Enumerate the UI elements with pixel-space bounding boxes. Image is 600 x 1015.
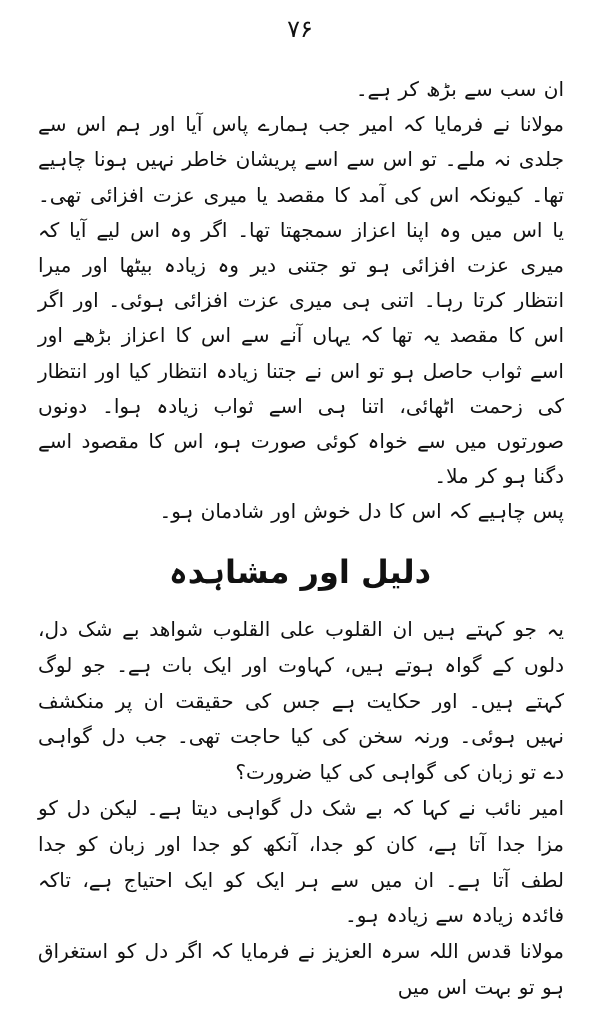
text-section-2 [38,612,564,1006]
paragraph-5: امیر نائب نے کہا کہ بے شک دل گواہی دیتا ہے۔ لیکن دل کو مزا جدا آتا ہے، کان کو جدا، آنکھ کو جدا اور زبان کو جدا لطف آتا ہے۔ ان میں سے ہر ایک کو ایک احتیاج ہے، تاکہ فائدہ زیادہ سے زیادہ ہو۔ [38,795,564,928]
paragraph-2: مولانا نے فرمایا کہ امیر جب ہمارے پاس آیا اور ہم اس سے جلدی نہ ملے۔ تو اس سے اسے پریشان خاطر نہیں ہونا چاہیے تھا۔ کیونکہ اس کی آمد کا مقصد یا میری عزت افزائی تھی۔ یا اس میں وہ اپنا اعزاز سمجھتا تھا۔ اگر وہ اس لیے آیا کہ میری عزت افزائی ہو تو جتنی دیر وہ زیادہ بیٹھا اور میرا انتظار کرتا رہا۔ اتنی ہی میری عزت افزائی ہوئی۔ اور اگر اس کا مقصد یہ تھا کہ یہاں آنے سے اس کا اعزاز بڑھے اور اسے ثواب حاصل ہو تو اس نے جتنا زیادہ انتظار کیا اور انتظار کی زحمت اٹھائی، اتنا ہی اسے ثواب زیادہ ہوا۔ دونوں صورتوں میں سے خواہ کوئی صورت ہو، اس کا مقصود اسے دگنا ہو کر ملا۔ [38,112,564,489]
paragraph-3: پس چاہیے کہ اس کا دل خوش اور شادمان ہو۔ [159,499,564,524]
paragraph-4: یہ جو کہتے ہیں ان القلوب علی القلوب شواھد بے شک دل، دلوں کے گواہ ہوتے ہیں، کہاوت اور ایک بات ہے۔ جو لوگ کہتے ہیں۔ اور حکایت ہے جس کی حقیقت ان پر منکشف نہیں ہوئی۔ ورنہ سخن کی کیا حاجت تھی۔ جب دل گواہی دے تو زبان کی گواہی کی کیا ضرورت؟ [38,617,564,785]
text-section-1 [38,72,564,530]
page-number: ۷۶ [287,15,313,43]
paragraph-6: مولانا قدس اللہ سرہ العزیز نے فرمایا کہ اگر دل کو استغراق ہو تو بہت اس میں [38,939,564,999]
section-heading: دلیل اور مشاہدہ [169,553,431,591]
paragraph-1: ان سب سے بڑھ کر ہے۔ [355,77,564,101]
